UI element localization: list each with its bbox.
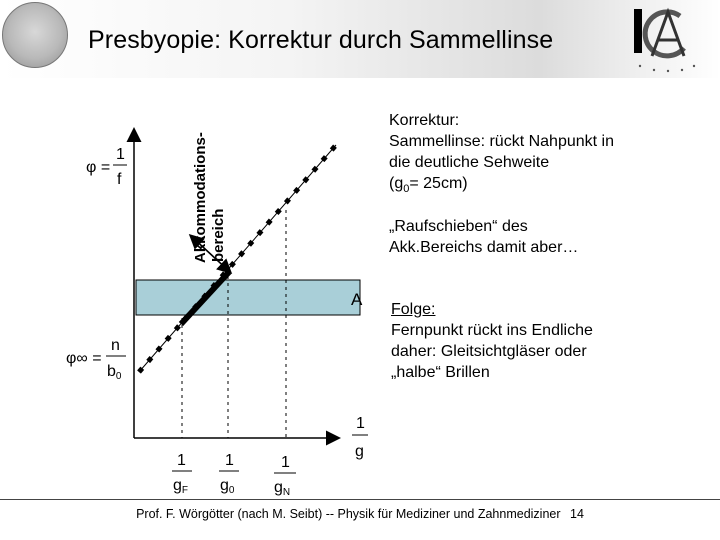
- tick-gF: [172, 452, 192, 496]
- korrektur-title: Korrektur:: [389, 112, 460, 129]
- folge-line-2: daher: Gleitsichtgläser oder: [391, 343, 587, 360]
- phi-inf-num: n: [111, 337, 120, 354]
- folge-line-1: Fernpunkt rückt ins Endliche: [391, 322, 593, 339]
- page-title: Presbyopie: Korrektur durch Sammellinse: [88, 26, 554, 54]
- accommodation-band: [136, 280, 360, 315]
- folge-line-3: „halbe“ Brillen: [391, 364, 490, 381]
- page-number: 14: [570, 507, 584, 521]
- footer-text: Prof. F. Wörgötter (nach M. Seibt) -- Physik für Mediziner und Zahnmediziner: [136, 507, 561, 521]
- range-label-line1: Akkommodations-: [192, 132, 209, 263]
- footer: [0, 507, 720, 521]
- x-axis-den: g: [355, 443, 364, 460]
- korrektur-line-1: Sammellinse: rückt Nahpunkt in: [389, 133, 614, 150]
- raufschieben-line-1: „Raufschieben“ des: [389, 218, 528, 235]
- tick-gF-den: gF: [173, 477, 189, 496]
- tick-gN: [274, 454, 296, 498]
- folge-block: [391, 299, 593, 383]
- x-axis-num: 1: [356, 415, 365, 432]
- korrektur-block: [389, 110, 614, 200]
- korrektur-line-2: die deutliche Sehweite: [389, 154, 550, 171]
- corrected-line-thin: [139, 145, 336, 372]
- phi-top-num: 1: [116, 146, 125, 163]
- phi-top-den: f: [117, 171, 122, 188]
- tick-g0-num: 1: [225, 452, 234, 469]
- tick-g0: [219, 452, 239, 496]
- tick-gF-num: 1: [177, 452, 186, 469]
- tick-gN-den: gN: [274, 479, 291, 498]
- korrektur-line-3: $(g_0= 25cm)$: [389, 175, 468, 196]
- point-a-label: A: [351, 290, 363, 309]
- raufschieben-line-2: Akk.Bereichs damit aber…: [389, 239, 579, 256]
- raufschieben-block: [389, 216, 578, 258]
- phi-top-label: φ =: [86, 159, 111, 176]
- folge-title: Folge:: [391, 301, 436, 318]
- tick-gN-num: 1: [281, 454, 290, 471]
- footer-divider: [0, 499, 720, 500]
- phi-inf-label: φ∞ =: [66, 350, 102, 367]
- phi-inf-den: b0: [107, 363, 122, 382]
- tick-g0-den: g0: [220, 477, 235, 496]
- range-label-line2: bereich: [210, 208, 227, 262]
